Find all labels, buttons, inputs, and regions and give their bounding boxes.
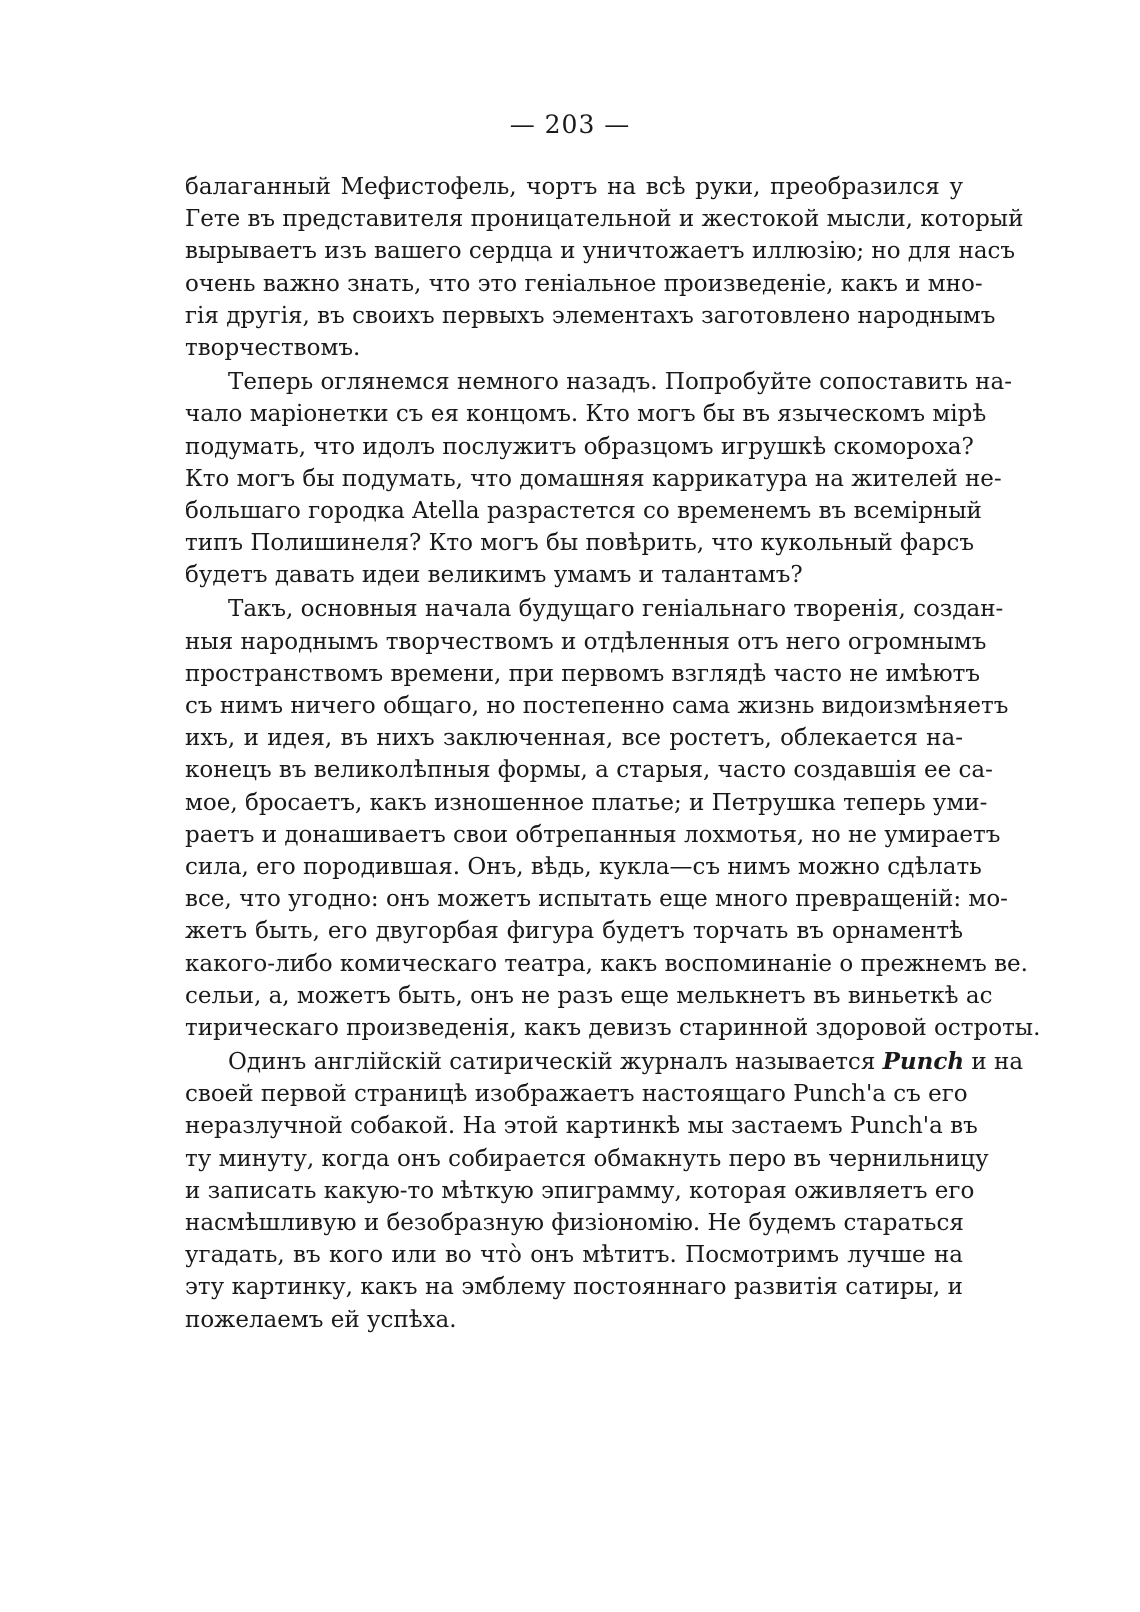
text-line: тирическаго произведенія, какъ девизъ старинной здоровой остроты. bbox=[185, 1014, 1041, 1041]
text-line: Кто могъ бы подумать, что домашняя каррикатура на жителей не- bbox=[185, 465, 1002, 492]
page-number: — 203 — bbox=[509, 110, 631, 139]
paragraph-3 bbox=[185, 593, 1041, 1044]
text-line: балаганный Мефистофель, чортъ на всѣ руки, преобразился у bbox=[185, 174, 963, 200]
text-line: раетъ и донашиваетъ свои обтрепанныя лохмотья, но не умираетъ bbox=[185, 821, 1001, 848]
text-line: подумать, что идолъ послужитъ образцомъ игрушкѣ скомороха? bbox=[185, 433, 974, 460]
text-line: мое, бросаетъ, какъ изношенное платье; и Петрушка теперь уми- bbox=[185, 789, 988, 816]
text-line: творчествомъ. bbox=[185, 334, 361, 361]
text-line: очень важно знать, что это геніальное произведеніе, какъ и мно- bbox=[185, 270, 983, 297]
text-line: сила, его породившая. Онъ, вѣдь, кукла—съ нимъ можно сдѣлать bbox=[185, 853, 982, 880]
text-line: эту картинку, какъ на эмблему постояннаго развитія сатиры, и bbox=[185, 1274, 963, 1301]
paragraph-1 bbox=[185, 171, 1024, 364]
paragraph-4 bbox=[185, 1046, 1024, 1336]
text-line: своей первой страницѣ изображаетъ настоящаго Punch'а съ его bbox=[185, 1081, 968, 1108]
text-line: большаго городка Atella разрастется со временемъ въ всемірный bbox=[185, 497, 982, 524]
body-text bbox=[185, 171, 1041, 1336]
text-line: и записать какую-то мѣткую эпиграмму, которая оживляетъ его bbox=[185, 1177, 975, 1204]
text-line: типъ Полишинеля? Кто могъ бы повѣрить, что кукольный фарсъ bbox=[185, 530, 974, 557]
text-line: Теперь оглянемся немного назадъ. Попробуйте сопоставить на- bbox=[228, 369, 1012, 396]
text-line: Такъ, основныя начала будущаго геніальнаго творенія, создан- bbox=[228, 596, 1004, 623]
text-line: вырываетъ изъ вашего сердца и уничтожаетъ иллюзію; но для насъ bbox=[185, 238, 1016, 265]
magazine-title: Punch bbox=[882, 1048, 965, 1076]
text-line: чало маріонетки съ ея концомъ. Кто могъ бы въ языческомъ мірѣ bbox=[185, 401, 987, 428]
text-line: ныя народнымъ творчествомъ и отдѣленныя отъ него огромнымъ bbox=[185, 628, 987, 655]
paragraph-2 bbox=[185, 366, 1012, 591]
text-line: Гете въ представителя проницательной и жестокой мысли, который bbox=[185, 206, 1024, 233]
text-line: все, что угодно: онъ можетъ испытать еще много превращеній: мо- bbox=[185, 886, 1008, 913]
text-line: неразлучной собакой. На этой картинкѣ мы застаемъ Punch'а въ bbox=[185, 1113, 978, 1140]
text-line: ихъ, и идея, въ нихъ заключенная, все ростетъ, облекается на- bbox=[185, 725, 963, 752]
text-line: какого-либо комическаго театра, какъ воспоминаніе о прежнемъ ве. bbox=[185, 950, 1028, 977]
text-line: пожелаемъ ей успѣха. bbox=[185, 1306, 457, 1333]
text-line: гія другія, въ своихъ первыхъ элементахъ заготовлено народнымъ bbox=[185, 302, 996, 329]
text-line: насмѣшливую и безобразную физіономію. Не будемъ стараться bbox=[185, 1210, 964, 1236]
text-line: Одинъ англійскій сатирическій журналъ называется Punch и на bbox=[228, 1048, 1024, 1076]
text-line: съ нимъ ничего общаго, но постепенно сама жизнь видоизмѣняетъ bbox=[185, 693, 1009, 719]
text-line: угадать, въ кого или во чтò онъ мѣтитъ. Посмотримъ лучше на bbox=[185, 1242, 963, 1269]
text-line: конецъ въ великолѣпныя формы, а старыя, часто создавшія ее са- bbox=[185, 757, 993, 784]
text-line: жетъ быть, его двугорбая фигура будетъ торчать въ орнаментѣ bbox=[185, 918, 963, 945]
text-line: сельи, а, можетъ быть, онъ не разъ еще мелькнетъ въ виньеткѣ ас bbox=[185, 982, 993, 1009]
text-line: ту минуту, когда онъ собирается обмакнуть перо въ чернильницу bbox=[185, 1145, 989, 1172]
text-line: будетъ давать идеи великимъ умамъ и талантамъ? bbox=[185, 562, 803, 589]
text-line: пространствомъ времени, при первомъ взглядѣ часто не имѣютъ bbox=[185, 660, 980, 687]
